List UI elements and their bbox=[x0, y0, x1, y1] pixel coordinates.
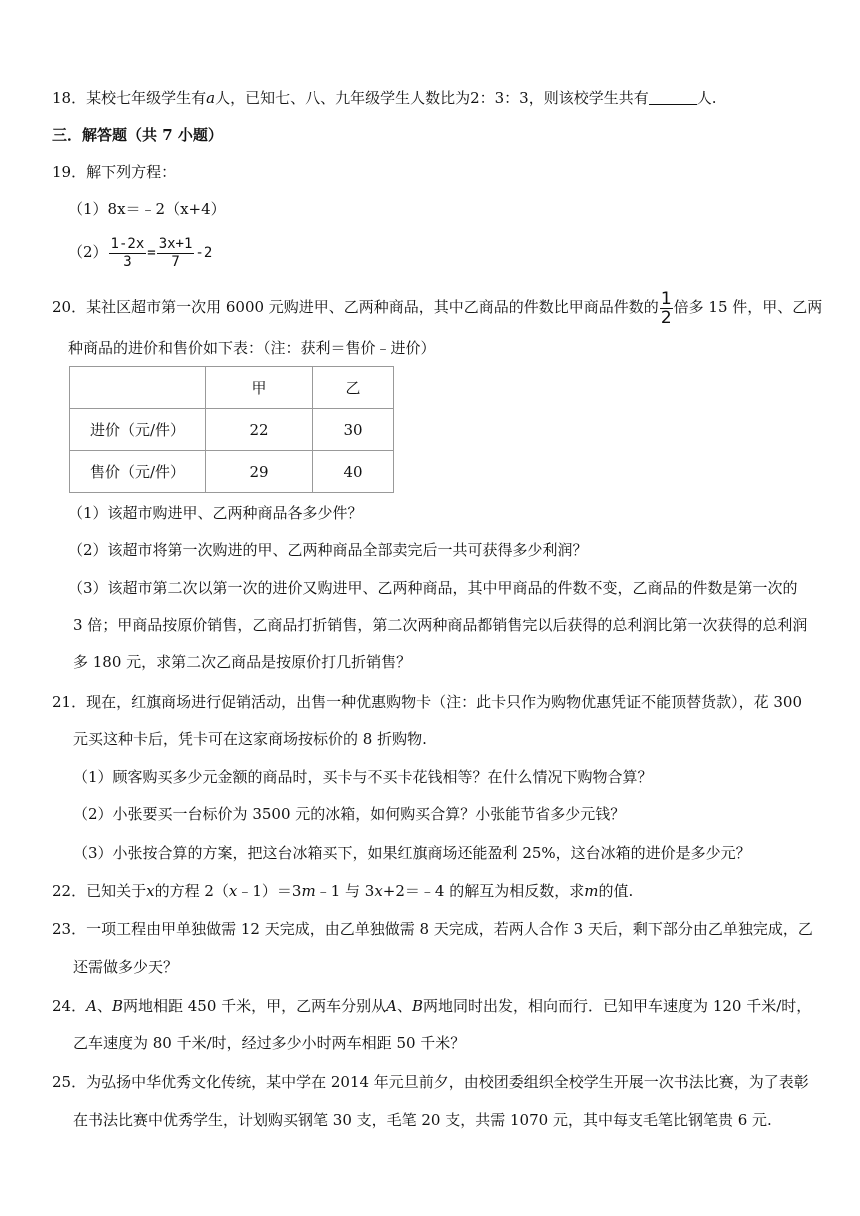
answer-blank[interactable] bbox=[649, 90, 697, 105]
section-heading: 三．解答题（共 7 小题） bbox=[52, 126, 223, 144]
question-19-part-1: （1）8x＝﹣2（x+4） bbox=[68, 200, 226, 218]
question-18: 18．某校七年级学生有a人，已知七、八、九年级学生人数比为2：3：3，则该校学生共有 人. bbox=[52, 89, 717, 107]
question-21-line-2: 元买这种卡后，凭卡可在这家商场按标价的 8 折购物. bbox=[73, 730, 427, 748]
price-table bbox=[69, 366, 394, 493]
table-row bbox=[70, 409, 394, 451]
table-row bbox=[70, 451, 394, 493]
table-cell: 进价（元/件） bbox=[70, 409, 206, 451]
table-cell: 售价（元/件） bbox=[70, 451, 206, 493]
question-24: 24．A、B两地相距 450 千米，甲，乙两车分别从A、B两地同时出发，相向而行．已知甲车速度为 120 千米/时， bbox=[52, 997, 812, 1015]
question-19-part-2: （2） $\frac{1-2x}{3}$ = $\frac{3x+1}{7}$ -2 bbox=[68, 235, 213, 270]
question-20-part-3-line-3: 多 180 元，求第二次乙商品是按原价打几折销售？ bbox=[73, 653, 412, 671]
fraction: $\frac{3x+1}{7}$ bbox=[158, 235, 193, 270]
table-cell: 22 bbox=[206, 409, 313, 451]
fraction: $\frac{1}{2}$ bbox=[660, 288, 672, 328]
table-cell: 40 bbox=[313, 451, 394, 493]
table-cell: 乙 bbox=[313, 367, 394, 409]
fraction: $\frac{1-2x}{3}$ bbox=[110, 235, 145, 270]
question-20-part-1: （1）该超市购进甲、乙两种商品各多少件？ bbox=[68, 504, 363, 522]
question-21-part-2: （2）小张要买一台标价为 3500 元的冰箱，如何购买合算？小张能节省多少元钱？ bbox=[73, 805, 626, 823]
question-20: 20．某社区超市第一次用 6000 元购进甲、乙两种商品，其中乙商品的件数比甲商品件数的 $\frac{1}{2}$ 倍多 15 件，甲、乙两 bbox=[52, 288, 823, 328]
table-row bbox=[70, 367, 394, 409]
question-20-part-2: （2）该超市将第一次购进的甲、乙两种商品全部卖完后一共可获得多少利润？ bbox=[68, 541, 588, 559]
question-23-line-2: 还需做多少天？ bbox=[73, 958, 179, 976]
table-cell bbox=[70, 367, 206, 409]
question-19: 19．解下列方程： bbox=[52, 163, 177, 181]
question-number: 18． bbox=[52, 89, 87, 107]
question-20-part-3-line-2: 3 倍；甲商品按原价销售，乙商品打折销售，第二次两种商品都销售完以后获得的总利润比第一次获得的总利润 bbox=[73, 616, 808, 634]
table-cell: 30 bbox=[313, 409, 394, 451]
table-cell: 29 bbox=[206, 451, 313, 493]
question-21: 21．现在，红旗商场进行促销活动，出售一种优惠购物卡（注：此卡只作为购物优惠凭证不能顶替货款），花 300 bbox=[52, 693, 802, 711]
question-20-line-2: 种商品的进价和售价如下表：（注：获利＝售价﹣进价） bbox=[68, 339, 436, 357]
question-25-line-2: 在书法比赛中优秀学生，计划购买钢笔 30 支，毛笔 20 支，共需 1070 元，其中每支毛笔比钢笔贵 6 元. bbox=[73, 1111, 772, 1129]
question-21-part-3: （3）小张按合算的方案，把这台冰箱买下，如果红旗商场还能盈利 25%，这台冰箱的进价是多少元？ bbox=[73, 844, 751, 862]
question-25: 25．为弘扬中华优秀文化传统，某中学在 2014 年元旦前夕，由校团委组织全校学生开展一次书法比赛，为了表彰 bbox=[52, 1073, 809, 1091]
question-20-part-3: （3）该超市第二次以第一次的进价又购进甲、乙两种商品，其中甲商品的件数不变，乙商品的件数是第一次的 bbox=[68, 579, 798, 597]
question-21-part-1: （1）顾客购买多少元金额的商品时，买卡与不买卡花钱相等？在什么情况下购物合算？ bbox=[73, 768, 653, 786]
question-22: 22．已知关于x的方程 2（x﹣1）＝3m﹣1 与 3x+2＝﹣4 的解互为相反数，求m的值. bbox=[52, 882, 634, 900]
question-23: 23．一项工程由甲单独做需 12 天完成，由乙单独做需 8 天完成，若两人合作 3 天后，剩下部分由乙单独完成，乙 bbox=[52, 920, 813, 938]
question-24-line-2: 乙车速度为 80 千米/时，经过多少小时两车相距 50 千米？ bbox=[73, 1034, 466, 1052]
table-cell: 甲 bbox=[206, 367, 313, 409]
